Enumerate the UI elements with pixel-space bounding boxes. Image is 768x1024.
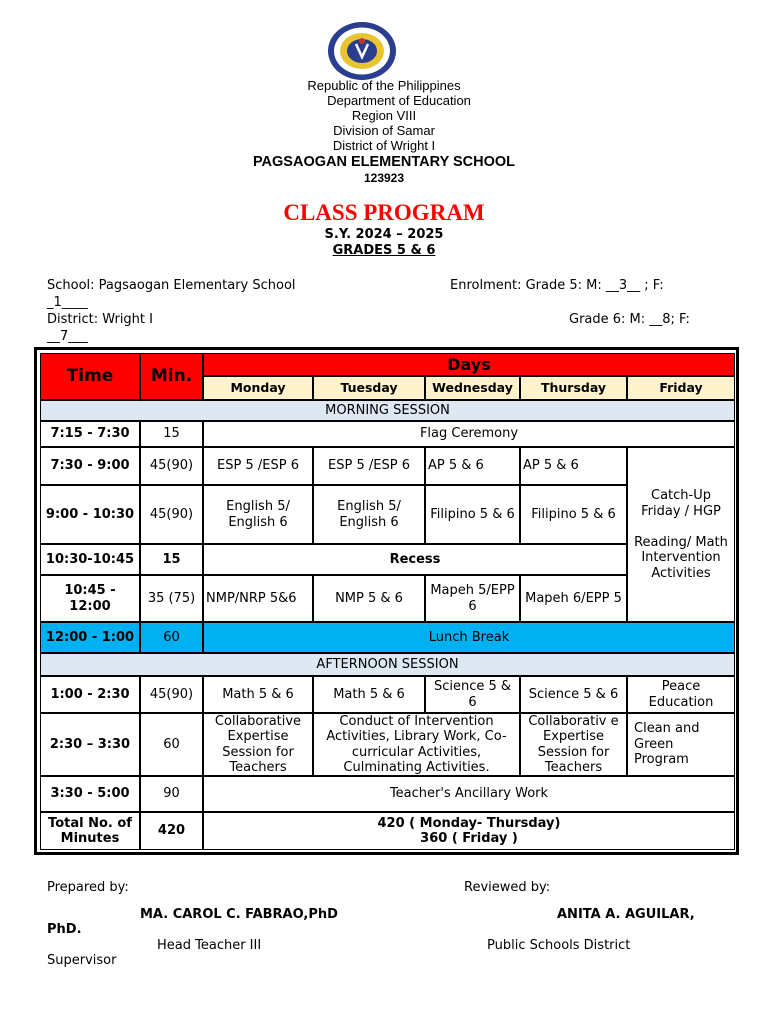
flag-time: 7:15 - 7:30 xyxy=(40,421,140,447)
preparer-name: MA. CAROL C. FABRAO,PhD xyxy=(140,907,338,922)
lunch-activity: Lunch Break xyxy=(203,622,735,653)
row3-time: 10:45 - 12:00 xyxy=(40,575,140,622)
school-id: 123923 xyxy=(363,171,405,185)
row1-tuesday: ESP 5 /ESP 6 xyxy=(313,447,425,485)
day-tuesday: Tuesday xyxy=(313,376,425,400)
col-header-days: Days xyxy=(203,353,735,376)
page-title: CLASS PROGRAM xyxy=(283,200,485,225)
reviewer-title: Public Schools District xyxy=(487,938,631,953)
morning-session-row: MORNING SESSION xyxy=(40,400,735,421)
row3-tuesday: NMP 5 & 6 xyxy=(313,575,425,622)
day-friday: Friday xyxy=(627,376,735,400)
friday-morning-activities: Catch-Up Friday / HGP Reading/ Math Intervention Activities xyxy=(627,447,735,622)
reviewer-name: ANITA A. AGUILAR, xyxy=(557,907,695,922)
recess-activity: Recess xyxy=(203,544,627,575)
row2-min: 45(90) xyxy=(140,485,203,544)
row1-thursday: AP 5 & 6 xyxy=(520,447,627,485)
row3-thursday: Mapeh 6/EPP 5 xyxy=(520,575,627,622)
row4-monday: Math 5 & 6 xyxy=(203,676,313,713)
flag-activity: Flag Ceremony xyxy=(203,421,735,447)
row5-min: 60 xyxy=(140,713,203,776)
col-header-min: Min. xyxy=(140,353,203,400)
row6-activity: Teacher's Ancillary Work xyxy=(203,776,735,812)
row5-time: 2:30 – 3:30 xyxy=(40,713,140,776)
row4-friday: Peace Education xyxy=(627,676,735,713)
header-region: Region VIII xyxy=(351,108,417,123)
afternoon-session-row: AFTERNOON SESSION xyxy=(40,653,735,676)
day-wednesday: Wednesday xyxy=(425,376,520,400)
grades-label: GRADES 5 & 6 xyxy=(332,243,436,258)
total-min: 420 xyxy=(140,812,203,850)
row3-monday: NMP/NRP 5&6 xyxy=(203,575,313,622)
row2-tuesday: English 5/ English 6 xyxy=(313,485,425,544)
school-year: S.Y. 2024 – 2025 xyxy=(324,227,444,242)
flag-min: 15 xyxy=(140,421,203,447)
row5-friday: Clean and Green Program xyxy=(627,713,735,776)
row1-min: 45(90) xyxy=(140,447,203,485)
district-info: District: Wright I xyxy=(47,312,153,327)
row4-min: 45(90) xyxy=(140,676,203,713)
row1-time: 7:30 - 9:00 xyxy=(40,447,140,485)
row6-time: 3:30 - 5:00 xyxy=(40,776,140,812)
day-thursday: Thursday xyxy=(520,376,627,400)
day-monday: Monday xyxy=(203,376,313,400)
reviewer-title-continued: Supervisor xyxy=(47,953,117,968)
enrolment-grade5: Enrolment: Grade 5: M: __3__ ; F: xyxy=(450,278,664,293)
row2-wednesday: Filipino 5 & 6 xyxy=(425,485,520,544)
row4-tuesday: Math 5 & 6 xyxy=(313,676,425,713)
total-label: Total No. of Minutes xyxy=(40,812,140,850)
header-republic: Republic of the Philippines xyxy=(307,78,461,93)
total-breakdown xyxy=(203,812,735,850)
row6-min: 90 xyxy=(140,776,203,812)
school-info: School: Pagsaogan Elementary School xyxy=(47,278,296,293)
row2-monday: English 5/ English 6 xyxy=(203,485,313,544)
enrolment-grade6: Grade 6: M: __8; F: xyxy=(569,312,690,327)
row4-time: 1:00 - 2:30 xyxy=(40,676,140,713)
enrolment-grade5-female: _1____ xyxy=(47,295,88,310)
header-department: Department of Education xyxy=(327,93,471,108)
preparer-title: Head Teacher III xyxy=(157,938,262,953)
deped-seal xyxy=(325,20,399,82)
row4-thursday: Science 5 & 6 xyxy=(520,676,627,713)
total-line-mon-thu: 420 ( Monday- Thursday) xyxy=(377,815,561,831)
recess-time: 10:30-10:45 xyxy=(40,544,140,575)
school-name: PAGSAOGAN ELEMENTARY SCHOOL xyxy=(252,154,516,170)
row4-wednesday: Science 5 & 6 xyxy=(425,676,520,713)
row1-wednesday: AP 5 & 6 xyxy=(425,447,520,485)
row5-thursday: Collaborativ e Expertise Session for Teachers xyxy=(520,713,627,776)
lunch-time: 12:00 - 1:00 xyxy=(40,622,140,653)
recess-min: 15 xyxy=(140,544,203,575)
row2-time: 9:00 - 10:30 xyxy=(40,485,140,544)
row1-monday: ESP 5 /ESP 6 xyxy=(203,447,313,485)
header-division: Division of Samar xyxy=(333,123,435,138)
row2-thursday: Filipino 5 & 6 xyxy=(520,485,627,544)
row5-tuesday-wednesday: Conduct of Intervention Activities, Library Work, Co-curricular Activities, Culminating Activities. xyxy=(313,713,520,776)
total-line-friday: 360 ( Friday ) xyxy=(420,831,518,846)
row3-wednesday: Mapeh 5/EPP 6 xyxy=(425,575,520,622)
class-program-table xyxy=(34,347,739,855)
row5-monday: Collaborative Expertise Session for Teachers xyxy=(203,713,313,776)
header-district: District of Wright I xyxy=(332,138,436,153)
col-header-time: Time xyxy=(40,353,140,400)
lunch-min: 60 xyxy=(140,622,203,653)
reviewer-name-suffix: PhD. xyxy=(47,922,82,937)
enrolment-grade6-female: __7___ xyxy=(47,329,88,344)
row3-min: 35 (75) xyxy=(140,575,203,622)
prepared-by-label: Prepared by: xyxy=(47,880,129,895)
reviewed-by-label: Reviewed by: xyxy=(464,880,551,895)
